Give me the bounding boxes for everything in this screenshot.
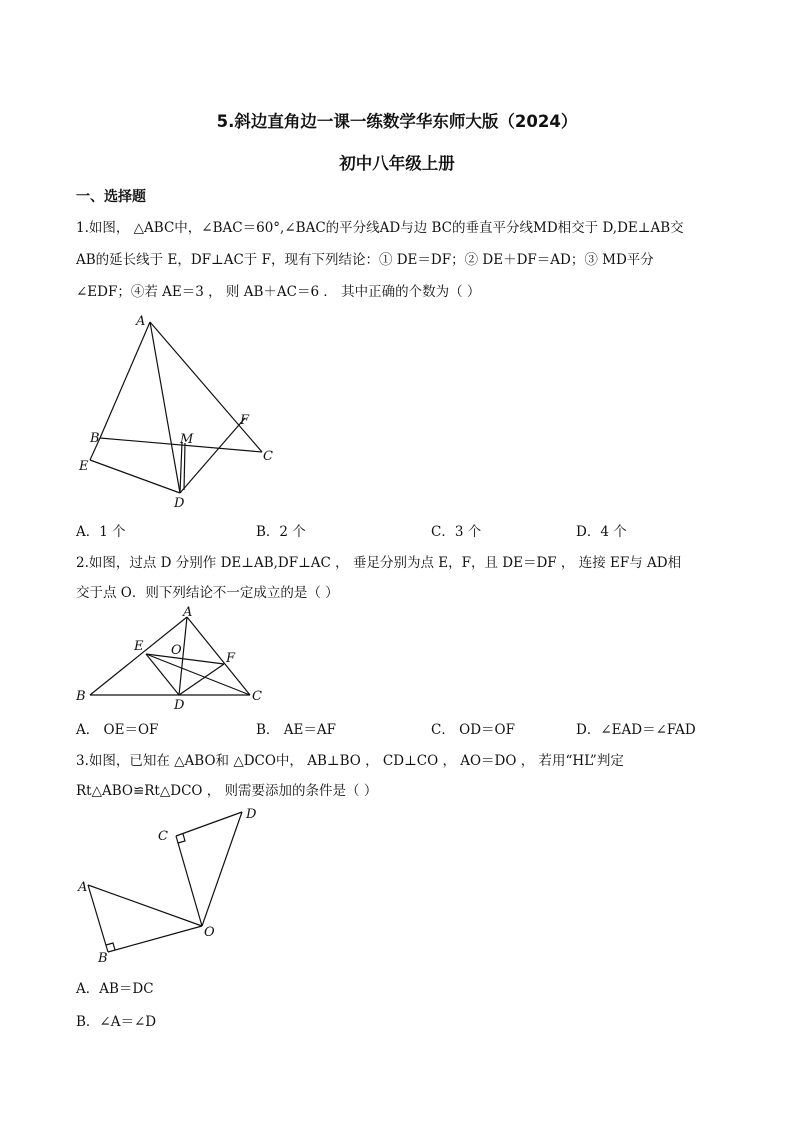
q1-option-b[interactable]: B．2 个 — [256, 524, 306, 540]
q2-option-b[interactable]: B． AE＝AF — [256, 722, 336, 738]
q3-label-a: A — [78, 880, 88, 895]
q1-label-c: C — [263, 449, 273, 464]
q1-label-a: A — [136, 314, 146, 329]
q1-option-c[interactable]: C．3 个 — [431, 524, 482, 540]
q1-label-f: F — [240, 413, 250, 428]
q1-label-b: B — [90, 431, 100, 446]
q3-option-b[interactable]: B．∠A＝∠D — [76, 1014, 157, 1030]
q1-label-d: D — [174, 496, 185, 511]
q2-label-o: O — [171, 643, 182, 658]
q1-label-m: M — [180, 432, 194, 447]
q2-label-d: D — [174, 698, 185, 713]
q1-text-line1: 1.如图， △ABC中，∠BAC＝60°,∠BAC的平分线AD与边 BC的垂直平分线MD相交于 D,DE⊥AB交 — [76, 220, 684, 236]
q1-option-d[interactable]: D．4 个 — [576, 524, 627, 540]
q3-figure — [70, 800, 270, 970]
q3-text-line1: 3.如图，已知在 △ABO和 △DCO中， AB⊥BO ， CD⊥CO ， AO＝DO ， 若用“HL”判定 — [76, 753, 624, 769]
q3-label-c: C — [158, 829, 168, 844]
q3-label-b: B — [98, 951, 108, 966]
q3-option-a[interactable]: A．AB＝DC — [76, 981, 154, 997]
q2-text-line1: 2.如图，过点 D 分别作 DE⊥AB,DF⊥AC ， 垂足分别为点 E，F，且 DE＝DF ， 连接 EF与 AD相 — [76, 555, 682, 571]
q2-label-c: C — [252, 689, 262, 704]
q2-label-a: A — [183, 605, 193, 620]
q2-option-c[interactable]: C． OD＝OF — [431, 722, 515, 738]
q2-label-f: F — [226, 651, 236, 666]
q2-option-a[interactable]: A． OE＝OF — [76, 722, 159, 738]
q1-figure — [70, 310, 290, 515]
document-subtitle: 初中八年级上册 — [339, 154, 455, 173]
q2-figure — [70, 603, 270, 713]
document-title: 5.斜边直角边一课一练数学华东师大版（2024） — [216, 112, 578, 131]
section-heading: 一、选择题 — [76, 189, 146, 205]
q1-text-line3: ∠EDF；④若 AE＝3 ， 则 AB＋AC＝6 ． 其中正确的个数为（ ） — [76, 284, 481, 300]
q1-option-a[interactable]: A．1 个 — [76, 524, 126, 540]
q3-label-o: O — [204, 925, 215, 940]
q1-label-e: E — [79, 459, 89, 474]
q3-text-line2: Rt△ABO≌Rt△DCO ， 则需要添加的条件是（ ） — [76, 783, 378, 799]
q3-label-d: D — [246, 807, 257, 822]
q2-option-d[interactable]: D．∠EAD＝∠FAD — [576, 722, 696, 738]
q2-text-line2: 交于点 O．则下列结论不一定成立的是（ ） — [76, 585, 339, 601]
q2-label-e: E — [134, 639, 144, 654]
q2-label-b: B — [76, 689, 86, 704]
q1-text-line2: AB的延长线于 E，DF⊥AC于 F，现有下列结论：① DE＝DF；② DE＋DF＝AD；③ MD平分 — [76, 252, 654, 268]
